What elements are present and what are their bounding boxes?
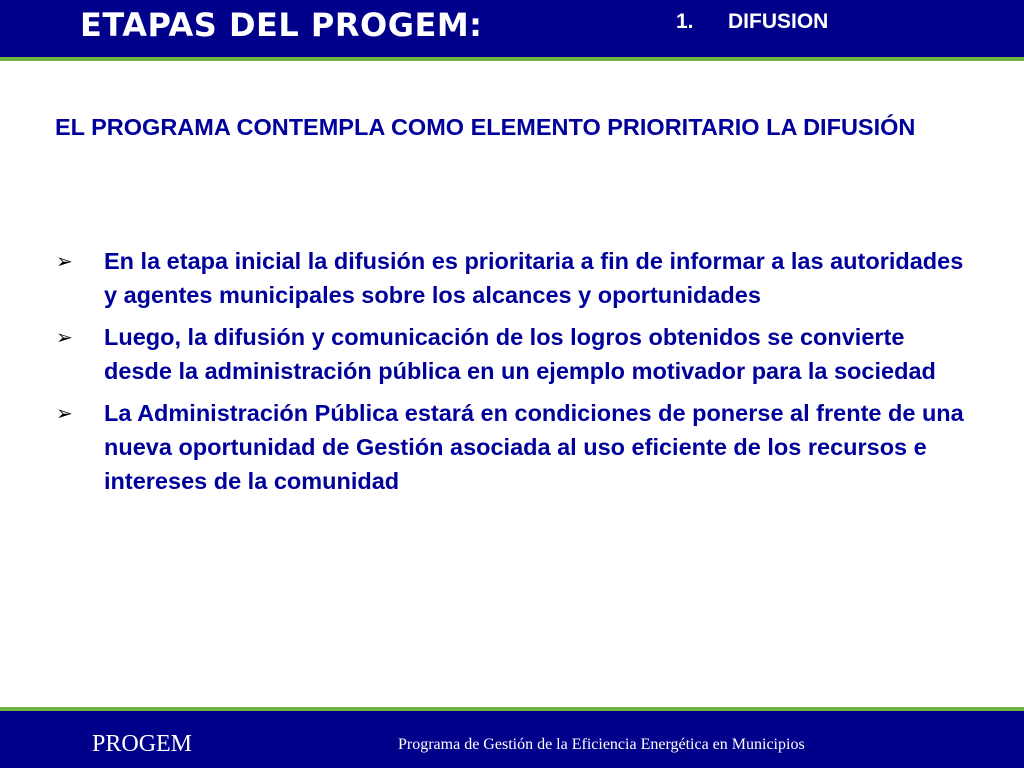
- arrow-bullet-icon: ➢: [56, 401, 73, 425]
- header-divider: [0, 57, 1024, 61]
- arrow-bullet-icon: ➢: [56, 325, 73, 349]
- footer-tagline: Programa de Gestión de la Eficiencia Energética en Municipios: [398, 736, 805, 753]
- arrow-bullet-icon: ➢: [56, 249, 73, 273]
- bullet-item: [0, 396, 964, 498]
- intro-text: EL PROGRAMA CONTEMPLA COMO ELEMENTO PRIORITARIO LA DIFUSIÓN: [55, 114, 916, 140]
- section-label: DIFUSION: [728, 10, 829, 33]
- slide-title: ETAPAS DEL PROGEM:: [80, 6, 483, 44]
- section-number: 1.: [676, 10, 694, 33]
- section-heading: [676, 10, 828, 34]
- bullet-list: [0, 244, 1024, 506]
- footer-brand: PROGEM: [92, 731, 193, 757]
- bullet-item: [0, 244, 964, 312]
- bullet-text: En la etapa inicial la difusión es prioritaria a fin de informar a las autoridades y agentes municipales sobre los alcances y oportunidades: [104, 248, 964, 308]
- bullet-text: Luego, la difusión y comunicación de los logros obtenidos se convierte desde la administración pública en un ejemplo motivador para la sociedad: [104, 324, 936, 384]
- bullet-item: [0, 320, 964, 388]
- header-bar: [0, 0, 1024, 57]
- bullet-text: La Administración Pública estará en condiciones de ponerse al frente de una nueva oportunidad de Gestión asociada al uso eficiente de los recursos e intereses de la comunidad: [104, 400, 964, 494]
